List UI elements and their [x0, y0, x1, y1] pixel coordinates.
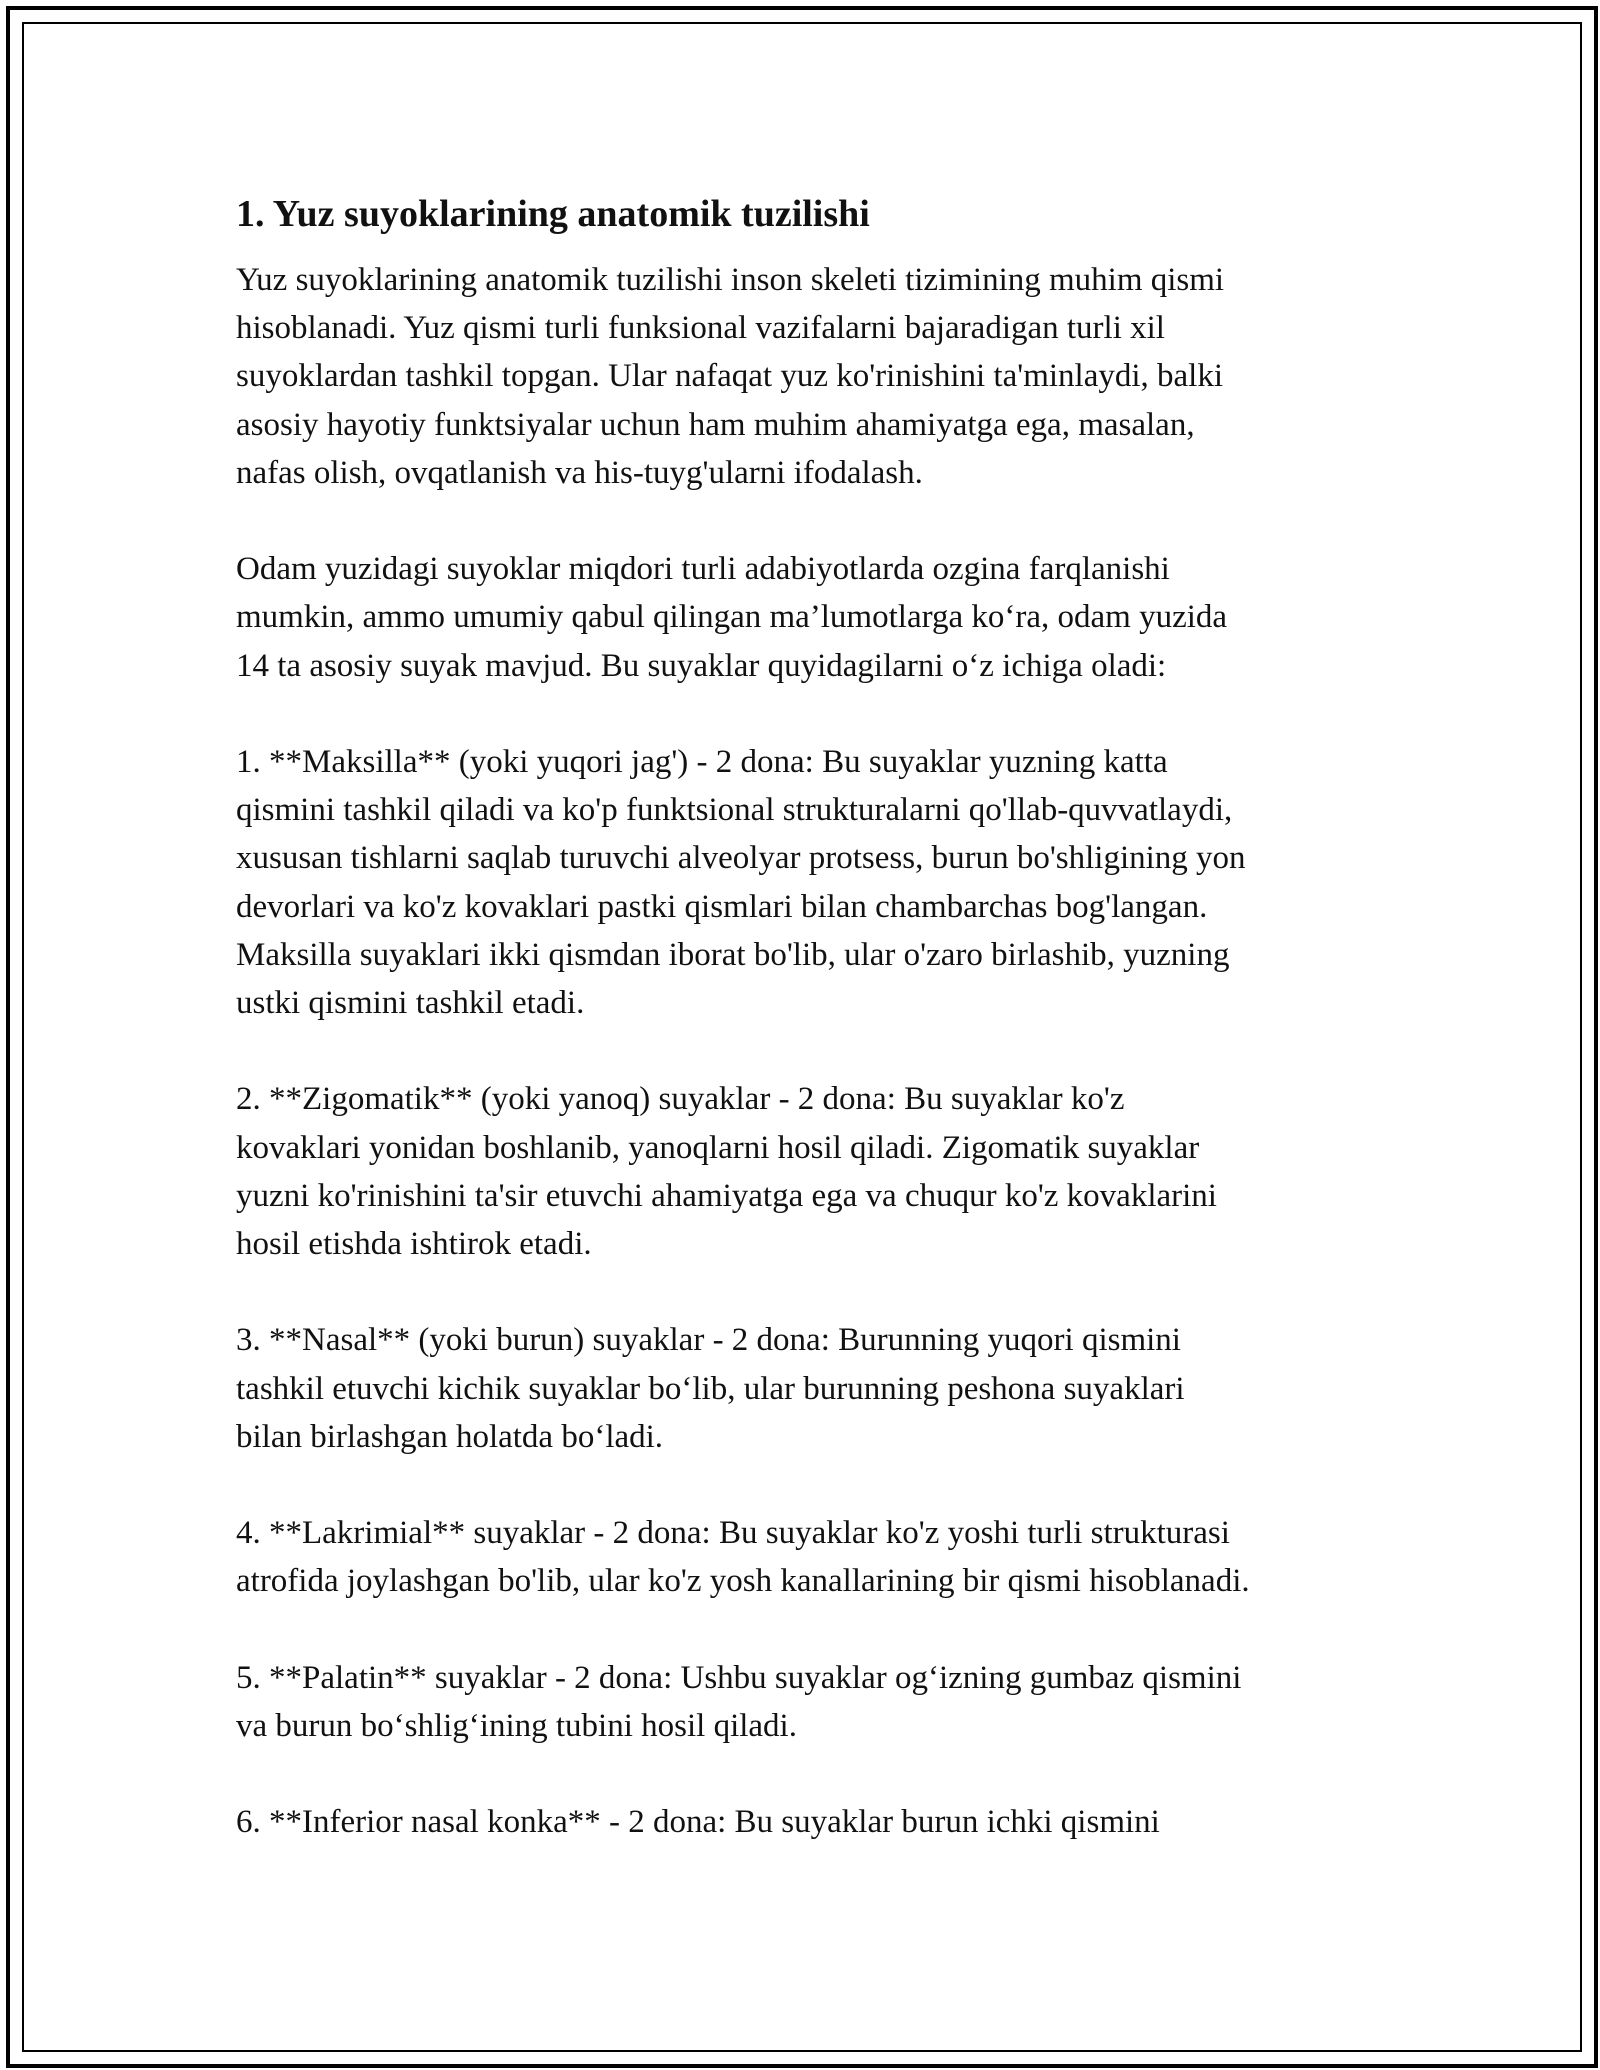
- text-line: 1. **Maksilla** (yoki yuqori jag') - 2 dona: Bu suyaklar yuzning katta: [236, 744, 1168, 780]
- text-line: mumkin, ammo umumiy qabul qilingan ma’lumotlarga ko‘ra, odam yuzida: [236, 599, 1228, 636]
- paragraph: [236, 1509, 1376, 1605]
- text-line: qismini tashkil qiladi va ko'p funktsional strukturalarni qo'llab-quvvatlaydi,: [236, 792, 1233, 829]
- text-line: suyoklardan tashkil topgan. Ular nafaqat yuz ko'rinishini ta'minlaydi, balki: [236, 358, 1224, 395]
- paragraph-list: [236, 256, 1376, 1847]
- text-line: nafas olish, ovqatlanish va his-tuyg'ularni ifodalash.: [236, 454, 923, 491]
- text-line: yuzni ko'rinishini ta'sir etuvchi ahamiyatga ega va chuqur ko'z kovaklarini: [236, 1177, 1217, 1214]
- section-title: 1. Yuz suyoklarining anatomik tuzilishi: [236, 193, 870, 235]
- text-line: devorlari va ko'z kovaklari pastki qismlari bilan chambarchas bog'langan.: [236, 888, 1208, 925]
- text-line: xususan tishlarni saqlab turuvchi alveolyar protsess, burun bo'shligining yon: [236, 840, 1246, 877]
- text-line: bilan birlashgan holatda bo‘ladi.: [236, 1418, 664, 1455]
- text-line: ustki qismini tashkil etadi.: [236, 985, 585, 1022]
- document-body: [236, 186, 1376, 1895]
- paragraph: [236, 738, 1376, 1027]
- paragraph: [236, 1075, 1376, 1268]
- text-line: 6. **Inferior nasal konka** - 2 dona: Bu suyaklar burun ichki qismini: [236, 1804, 1160, 1841]
- text-line: kovaklari yonidan boshlanib, yanoqlarni hosil qiladi. Zigomatik suyaklar: [236, 1129, 1200, 1166]
- text-line: atrofida joylashgan bo'lib, ular ko'z yosh kanallarining bir qismi hisoblanadi.: [236, 1563, 1250, 1600]
- text-line: tashkil etuvchi kichik suyaklar bo‘lib, ular burunning peshona suyaklari: [236, 1370, 1185, 1407]
- paragraph: [236, 1798, 1376, 1846]
- text-line: Yuz suyoklarining anatomik tuzilishi inson skeleti tizimining muhim qismi: [236, 262, 1225, 298]
- text-line: 4. **Lakrimial** suyaklar - 2 dona: Bu suyaklar ko'z yoshi turli strukturasi: [236, 1515, 1230, 1552]
- text-line: 2. **Zigomatik** (yoki yanoq) suyaklar - 2 dona: Bu suyaklar ko'z: [236, 1081, 1125, 1118]
- text-line: hisoblanadi. Yuz qismi turli funksional vazifalarni bajaradigan turli xil: [236, 310, 1165, 347]
- text-line: 3. **Nasal** (yoki burun) suyaklar - 2 dona: Burunning yuqori qismini: [236, 1322, 1181, 1359]
- text-line: 14 ta asosiy suyak mavjud. Bu suyaklar quyidagilarni o‘z ichiga oladi:: [236, 647, 1167, 684]
- text-line: va burun bo‘shlig‘ining tubini hosil qiladi.: [236, 1708, 797, 1744]
- text-line: asosiy hayotiy funktsiyalar uchun ham muhim ahamiyatga ega, masalan,: [236, 406, 1195, 443]
- text-line: hosil etishda ishtirok etadi.: [236, 1226, 592, 1263]
- paragraph: [236, 545, 1376, 690]
- text-line: Odam yuzidagi suyoklar miqdori turli adabiyotlarda ozgina farqlanishi: [236, 551, 1170, 588]
- paragraph: [236, 1316, 1376, 1461]
- text-line: Maksilla suyaklari ikki qismdan iborat bo'lib, ular o'zaro birlashib, yuzning: [236, 936, 1230, 973]
- paragraph: [236, 1654, 1376, 1750]
- paragraph: [236, 256, 1376, 497]
- text-line: 5. **Palatin** suyaklar - 2 dona: Ushbu suyaklar og‘izning gumbaz qismini: [236, 1659, 1242, 1696]
